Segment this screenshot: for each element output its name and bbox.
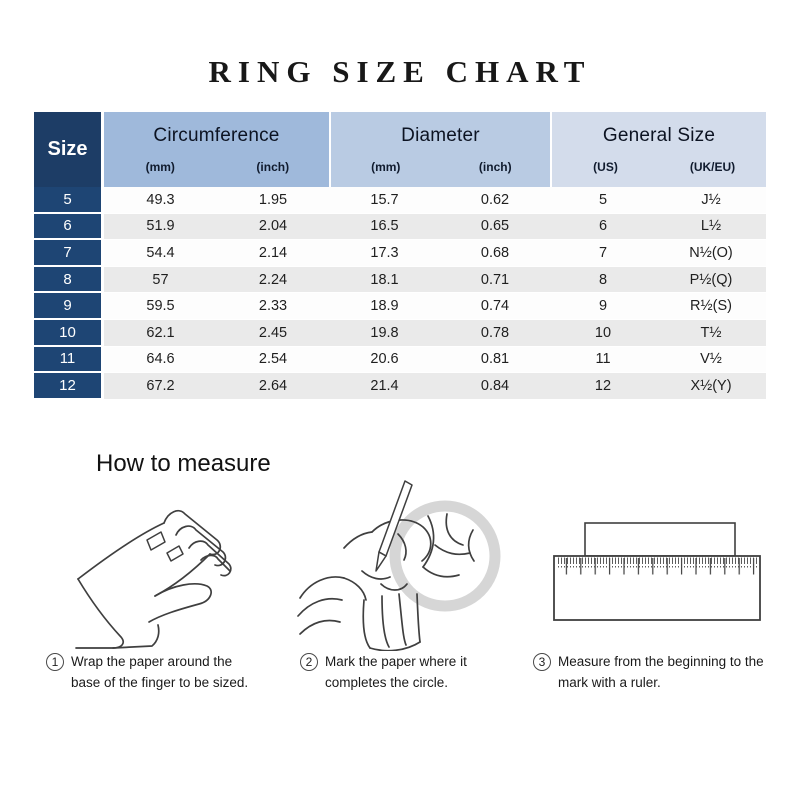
step-number-badge: 3 (533, 653, 551, 671)
table-header (34, 112, 766, 187)
table-row (34, 240, 766, 267)
data-cell: J½ (656, 187, 766, 214)
table-row (34, 267, 766, 294)
col-group-diameter (329, 112, 550, 187)
table-body (34, 187, 766, 400)
data-cell: 67.2 (104, 373, 217, 400)
data-cell: 2.54 (217, 347, 329, 374)
data-cell: 2.33 (217, 293, 329, 320)
data-cell: 0.81 (440, 347, 550, 374)
data-cell: 8 (550, 267, 656, 294)
data-cell: 20.6 (329, 347, 440, 374)
data-cell: 0.71 (440, 267, 550, 294)
data-cell: 7 (550, 240, 656, 267)
data-cell: 12 (550, 373, 656, 400)
size-cell: 11 (34, 347, 104, 374)
ruler-with-paper-illustration (545, 518, 770, 636)
table-row (34, 320, 766, 347)
col-group-circumference (104, 112, 329, 187)
size-cell: 6 (34, 214, 104, 241)
data-cell: 5 (550, 187, 656, 214)
ruler-minor-ticks (556, 558, 758, 568)
table-row (34, 293, 766, 320)
data-cell: 2.04 (217, 214, 329, 241)
subheader-circumference (104, 160, 329, 187)
data-cell: 57 (104, 267, 217, 294)
data-cell: 1.95 (217, 187, 329, 214)
table-row (34, 373, 766, 400)
data-cell: 0.78 (440, 320, 550, 347)
data-cell: 59.5 (104, 293, 217, 320)
data-cell: 64.6 (104, 347, 217, 374)
data-cell: 62.1 (104, 320, 217, 347)
data-cell: 54.4 (104, 240, 217, 267)
paper-strip (585, 523, 735, 556)
data-cell: 49.3 (104, 187, 217, 214)
size-cell: 5 (34, 187, 104, 214)
size-cell: 7 (34, 240, 104, 267)
data-cell: V½ (656, 347, 766, 374)
data-cell: X½(Y) (656, 373, 766, 400)
data-cell: 51.9 (104, 214, 217, 241)
step-number-badge: 2 (300, 653, 318, 671)
data-cell: 18.1 (329, 267, 440, 294)
data-cell: 0.68 (440, 240, 550, 267)
data-cell: 9 (550, 293, 656, 320)
data-cell: 2.45 (217, 320, 329, 347)
data-cell: 6 (550, 214, 656, 241)
data-cell: 0.65 (440, 214, 550, 241)
data-cell: P½(Q) (656, 267, 766, 294)
how-to-measure-heading: How to measure (96, 450, 271, 477)
data-cell: 11 (550, 347, 656, 374)
subcol-circumference-inch: (inch) (256, 160, 290, 174)
subcol-diameter-mm: (mm) (371, 160, 401, 174)
col-group-label-general-size: General Size (602, 125, 716, 146)
data-cell: L½ (656, 214, 766, 241)
step-number-badge: 1 (46, 653, 64, 671)
ring-size-table (34, 112, 766, 400)
size-cell: 12 (34, 373, 104, 400)
step-text: Mark the paper where it completes the circle. (325, 654, 467, 690)
subcol-us: (US) (593, 160, 618, 174)
data-cell: 16.5 (329, 214, 440, 241)
data-cell: 0.84 (440, 373, 550, 400)
data-cell: 10 (550, 320, 656, 347)
col-group-general-size (550, 112, 766, 187)
data-cell: 15.7 (329, 187, 440, 214)
hand-with-paper-strip-illustration (64, 486, 314, 656)
measure-step-3 (533, 652, 772, 694)
data-cell: 2.24 (217, 267, 329, 294)
data-cell: R½(S) (656, 293, 766, 320)
size-cell: 10 (34, 320, 104, 347)
hands-marking-with-pen-illustration (286, 476, 521, 651)
col-header-size (34, 112, 104, 187)
data-cell: T½ (656, 320, 766, 347)
col-group-label-diameter: Diameter (401, 125, 480, 146)
data-cell: N½(O) (656, 240, 766, 267)
size-cell: 8 (34, 267, 104, 294)
subcol-diameter-inch: (inch) (478, 160, 512, 174)
measure-step-2 (300, 652, 495, 694)
data-cell: 2.64 (217, 373, 329, 400)
table-row (34, 187, 766, 214)
data-cell: 21.4 (329, 373, 440, 400)
page-title: RING SIZE CHART (208, 54, 592, 89)
col-group-label-circumference: Circumference (153, 125, 280, 146)
data-cell: 2.14 (217, 240, 329, 267)
subcol-uk-eu: (UK/EU) (689, 160, 736, 174)
subcol-circumference-mm: (mm) (145, 160, 175, 174)
size-cell: 9 (34, 293, 104, 320)
col-header-size-label: Size (47, 138, 88, 160)
step-text: Wrap the paper around the base of the finger to be sized. (71, 654, 249, 690)
step-text: Measure from the beginning to the mark with a ruler. (558, 654, 764, 690)
measure-step-1 (46, 652, 261, 694)
subheader-diameter (331, 160, 550, 187)
subheader-general-size (552, 160, 766, 187)
table-row (34, 347, 766, 374)
data-cell: 17.3 (329, 240, 440, 267)
data-cell: 0.62 (440, 187, 550, 214)
table-row (34, 214, 766, 241)
data-cell: 18.9 (329, 293, 440, 320)
data-cell: 0.74 (440, 293, 550, 320)
data-cell: 19.8 (329, 320, 440, 347)
